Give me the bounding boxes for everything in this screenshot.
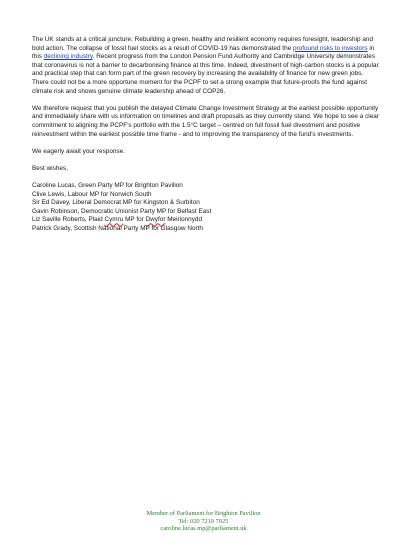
paragraph-gap xyxy=(32,139,386,148)
closing-salutation: Best wishes, xyxy=(32,164,68,172)
signatory-6: Patrick Grady, Scottish National Party MP for Glasgow North xyxy=(32,225,203,233)
signatory-1: Caroline Lucas, Green Party MP for Brighton Pavilion xyxy=(32,182,183,190)
letterhead-footer xyxy=(0,510,407,533)
paragraph-gap xyxy=(32,96,386,105)
signatory-3: Sir Ed Davey, Liberal Democrat MP for Kingston & Surbiton xyxy=(32,199,200,207)
signatory-5-part-c: MP for xyxy=(123,216,146,224)
footer-office: Member of Parliament for Brighton Pavilion xyxy=(146,510,261,517)
paragraph-gap xyxy=(32,174,386,183)
signatory-2: Clive Lewis, Labour MP for Norwich South xyxy=(32,190,152,198)
signatory-5-part-a: Liz Saville Roberts, Plaid xyxy=(32,216,105,224)
paragraph-intro-text-c: . Recent progress from the London Pension Fund Authority and Cambridge University demonstrates that coronavirus is not a barrier to decarbonising finance at this time. Indeed, divestment of high-carbon stocks is a popular and practical step that can form part of the green recovery by increasing the availability of finance for new green jobs. xyxy=(32,53,379,78)
footer-email[interactable]: caroline.lucas.mp@parliament.uk xyxy=(160,525,247,533)
paragraph-intro-text-b: in this xyxy=(32,44,375,61)
paragraph-gap xyxy=(32,156,386,165)
spellcheck-word-dwyfor: Dwyfor xyxy=(145,216,166,224)
paragraph-intro xyxy=(32,36,386,79)
signatory-5 xyxy=(32,216,386,225)
paragraph-request: We therefore request that you publish the delayed Climate Change Investment Strategy at the earliest possible opportunity and immediately share with us information on timelines and draft proposals as they currently stand. We hope to see a clear commitment to aligning the PCPF's portfolio with the 1.5°C target – centred on full fossil fuel divestment and positive reinvestment within the earliest possible time frame - and to improving the transparency of the fund's investments. xyxy=(32,104,379,138)
letter-body xyxy=(32,36,386,234)
signatory-4: Gavin Robinson, Democratic Unionist Party MP for Belfast East xyxy=(32,207,212,215)
footer-phone: Tel: 020 7219 7025 xyxy=(178,517,229,525)
paragraph-intro-text-a: The UK stands at a critical juncture. Rebuilding a green, healthy and resilient economy requires foresight, leadership and bold action. The collapse of fossil fuel stocks as a result of COVID-19 has demonstrated the xyxy=(32,36,374,52)
link-declining-industry[interactable]: declining industry xyxy=(43,53,93,61)
signatory-5-part-e: Meirionnydd xyxy=(165,216,203,224)
paragraph-opportunity: There could not be a more opportune moment for the PCPF to set a strong example that future-proofs the fund against climate risk and shows genuine climate leadership ahead of COP26. xyxy=(32,78,367,95)
paragraph-await: We eagerly await your response. xyxy=(32,147,125,155)
spellcheck-word-cymru: Cymru xyxy=(104,216,124,224)
link-profound-risks[interactable]: profound risks to investors xyxy=(292,44,368,52)
